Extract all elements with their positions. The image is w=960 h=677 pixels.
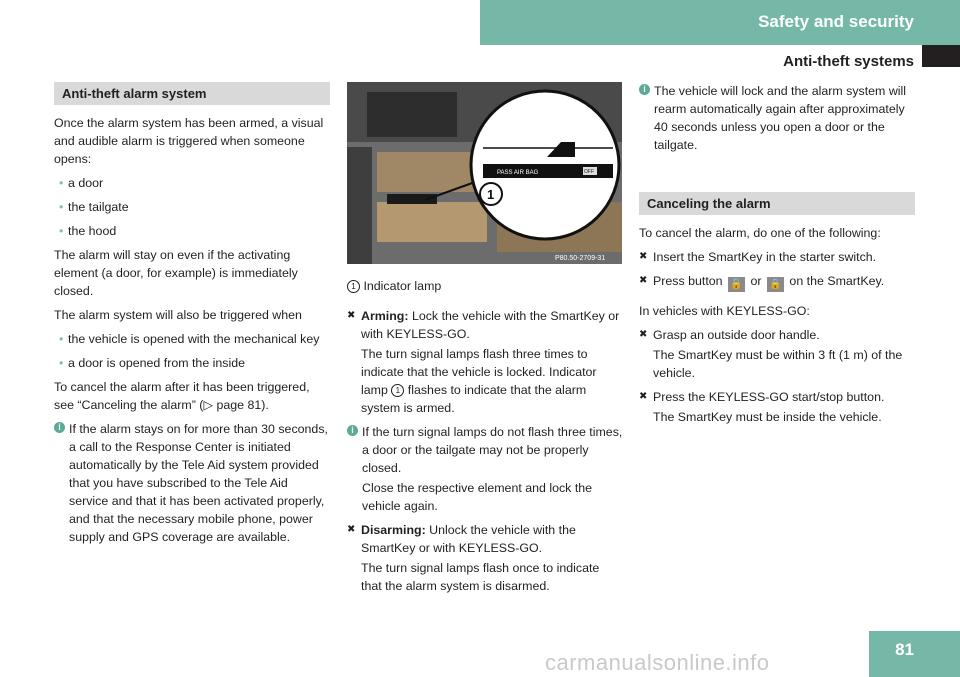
section-heading: Anti-theft alarm system <box>54 82 330 105</box>
page-number: 81 <box>869 631 960 677</box>
paragraph: In vehicles with KEYLESS-GO: <box>639 304 810 318</box>
info-note <box>639 82 915 154</box>
info-text: The vehicle will lock and the alarm system will rearm automatically again after approximately 40 seconds unless you open a door or the tailgate. <box>654 84 907 152</box>
arrow-right-icon: ✖ <box>347 310 356 321</box>
arrow-right-icon: ✖ <box>347 524 356 535</box>
pass-airbag-label: PASS AIR BAG <box>497 170 539 176</box>
image-code: P80.50-2709-31 <box>555 255 606 262</box>
figure-caption <box>347 277 623 295</box>
callout-marker: 1 <box>391 384 404 397</box>
paragraph: The alarm will stay on even if the activating element (a door, for example) is immediately closed. <box>54 248 298 298</box>
step-detail <box>361 345 623 417</box>
page-ref-icon: ▷ <box>203 398 217 412</box>
header-tab <box>480 0 960 45</box>
step-detail: The SmartKey must be inside the vehicle. <box>653 410 882 424</box>
info-detail: Close the respective element and lock the vehicle again. <box>362 481 593 513</box>
bullet-item: • the vehicle is opened with the mechanical key <box>54 330 330 348</box>
step-label: Arming: <box>361 309 409 323</box>
bullet-item: • the tailgate <box>54 198 330 216</box>
step-disarming <box>347 521 623 595</box>
step-arming <box>347 307 623 417</box>
airbag-off-badge: OFF <box>584 169 594 175</box>
step-text: Insert the SmartKey in the starter switch. <box>653 250 877 264</box>
arrow-right-icon: ✖ <box>639 251 648 262</box>
paragraph: To cancel the alarm, do one of the following: <box>639 226 881 240</box>
text: To cancel the alarm after it has been triggered, see “Canceling the alarm” ( <box>54 380 310 412</box>
section-heading: Canceling the alarm <box>639 192 915 215</box>
column-right <box>639 82 915 432</box>
dashboard-photo <box>347 82 622 264</box>
step-text: Lock the vehicle with the SmartKey or with KEYLESS-GO. <box>361 309 620 341</box>
step-item <box>639 248 915 266</box>
info-note <box>54 420 330 546</box>
watermark: carmanualsonline.info <box>545 650 770 675</box>
info-icon: i <box>639 84 650 95</box>
step-item <box>639 272 915 292</box>
callout-number: 1 <box>487 187 495 202</box>
step-item <box>639 326 915 382</box>
arrow-right-icon: ✖ <box>639 329 648 340</box>
header-marker <box>922 45 960 67</box>
unlock-icon: 🔓 <box>728 277 745 292</box>
callout-marker: 1 <box>347 280 360 293</box>
column-middle <box>347 82 623 601</box>
step-text: or <box>750 274 762 288</box>
step-text: Grasp an outside door handle. <box>653 328 820 342</box>
info-note <box>347 423 623 515</box>
step-item <box>639 388 915 426</box>
info-icon: i <box>347 425 358 436</box>
bullet-item: • a door <box>54 174 330 192</box>
section-title: Safety and security <box>758 12 914 31</box>
caption-text: Indicator lamp <box>363 279 442 293</box>
info-text: If the alarm stays on for more than 30 seconds, a call to the Response Center is initiated automatically by the Tele Aid system provided that you have subscribed to the Tele Aid service and that it has been activated properly, and that the necessary mobile phone, power supply and GPS coverage are available. <box>69 422 328 544</box>
text: flashes to indicate that the alarm system is armed. <box>361 383 587 415</box>
step-text: Press button <box>653 274 723 288</box>
paragraph: The alarm system will also be triggered when <box>54 308 302 322</box>
page-subtitle: Anti-theft systems <box>783 53 914 70</box>
info-icon: i <box>54 422 65 433</box>
step-text: Unlock the vehicle with the SmartKey or with KEYLESS-GO. <box>361 523 576 555</box>
step-text: Press the KEYLESS-GO start/stop button. <box>653 390 885 404</box>
step-label: Disarming: <box>361 523 426 537</box>
info-text: If the turn signal lamps do not flash three times, a door or the tailgate may not be properly closed. <box>362 425 623 475</box>
step-text: on the SmartKey. <box>789 274 885 288</box>
text: The turn signal lamps flash three times to indicate that the vehicle is locked. Indicator lamp <box>361 347 597 397</box>
step-detail: The SmartKey must be within 3 ft (1 m) of the vehicle. <box>653 348 903 380</box>
paragraph <box>54 378 330 414</box>
arrow-right-icon: ✖ <box>639 391 648 402</box>
step-detail: The turn signal lamps flash once to indicate that the alarm system is disarmed. <box>361 561 600 593</box>
page-reference-link[interactable]: page 81). <box>216 398 269 412</box>
arrow-right-icon: ✖ <box>639 275 648 286</box>
column-left <box>54 82 330 552</box>
bullet-item: • a door is opened from the inside <box>54 354 330 372</box>
lock-icon: 🔒 <box>767 277 784 292</box>
bullet-item: • the hood <box>54 222 330 240</box>
paragraph: Once the alarm system has been armed, a visual and audible alarm is triggered when someone opens: <box>54 116 324 166</box>
